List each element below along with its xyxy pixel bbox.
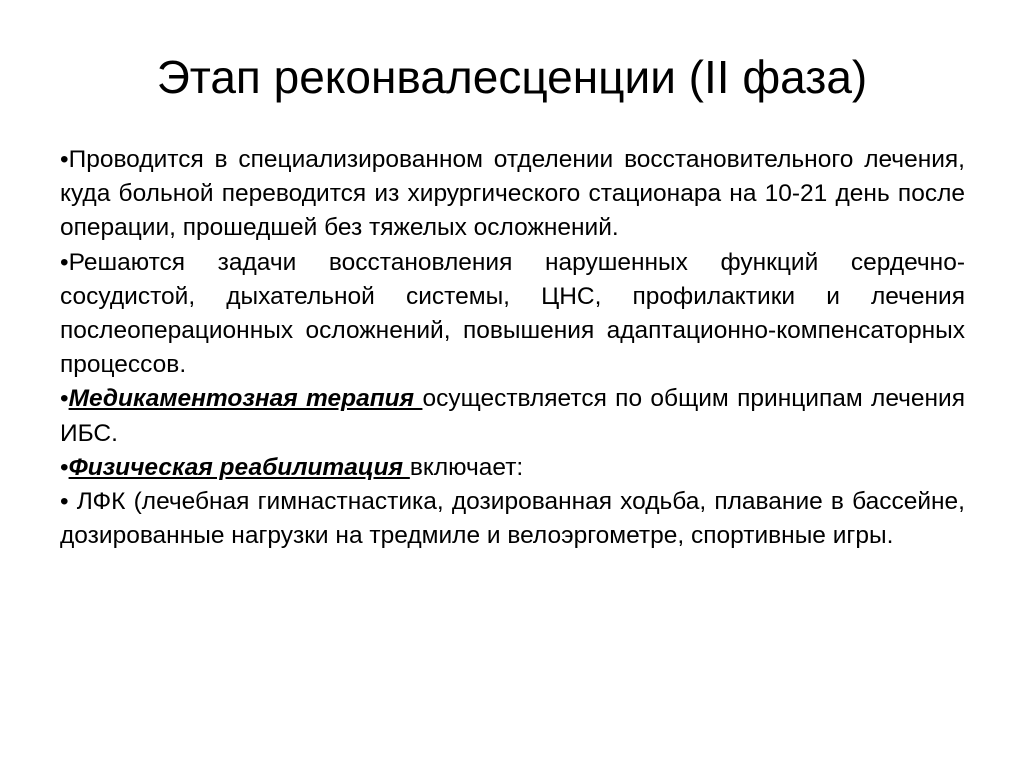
bullet-marker: • (60, 385, 69, 413)
paragraph-text: Проводится в специализированном отделении восстановительного лечения, куда больной переводится из хирургического стационара на 10-21 день после операции, прошедшей без тяжелых осложнений. (60, 146, 965, 242)
paragraph-exercise-therapy (60, 485, 965, 553)
paragraph-tasks (60, 246, 965, 383)
bullet-marker: • (60, 248, 69, 276)
bullet-marker: • (60, 146, 69, 173)
paragraph-physical-rehab (60, 451, 965, 485)
slide-title: Этап реконвалесценции (II фаза) (156, 51, 868, 103)
slide-body (60, 143, 965, 553)
paragraph-text: Решаются задачи восстановления нарушенных функций сердечно-сосудистой, дыхательной системы, ЦНС, профилактики и лечения послеоперационных осложнений, повышения адаптационно-компенсаторных процессов. (60, 248, 965, 379)
bullet-marker: • (60, 488, 77, 516)
term-physical-rehab: Физическая реабилитация (68, 453, 410, 481)
paragraph-drug-therapy (60, 382, 965, 450)
paragraph-text: ЛФК (лечебная гимнастнастика, дозированная ходьба, плавание в бассейне, дозированные нагрузки на тредмиле и велоэргометре, спортивные игры. (60, 488, 965, 550)
paragraph-convalescence-department (60, 143, 965, 246)
term-drug-therapy: Медикаментозная терапия (68, 385, 423, 413)
paragraph-text: осуществляется по общим принципам лечения ИБС. (60, 385, 966, 447)
paragraph-text: включает: (409, 453, 524, 481)
bullet-marker: • (60, 453, 69, 481)
